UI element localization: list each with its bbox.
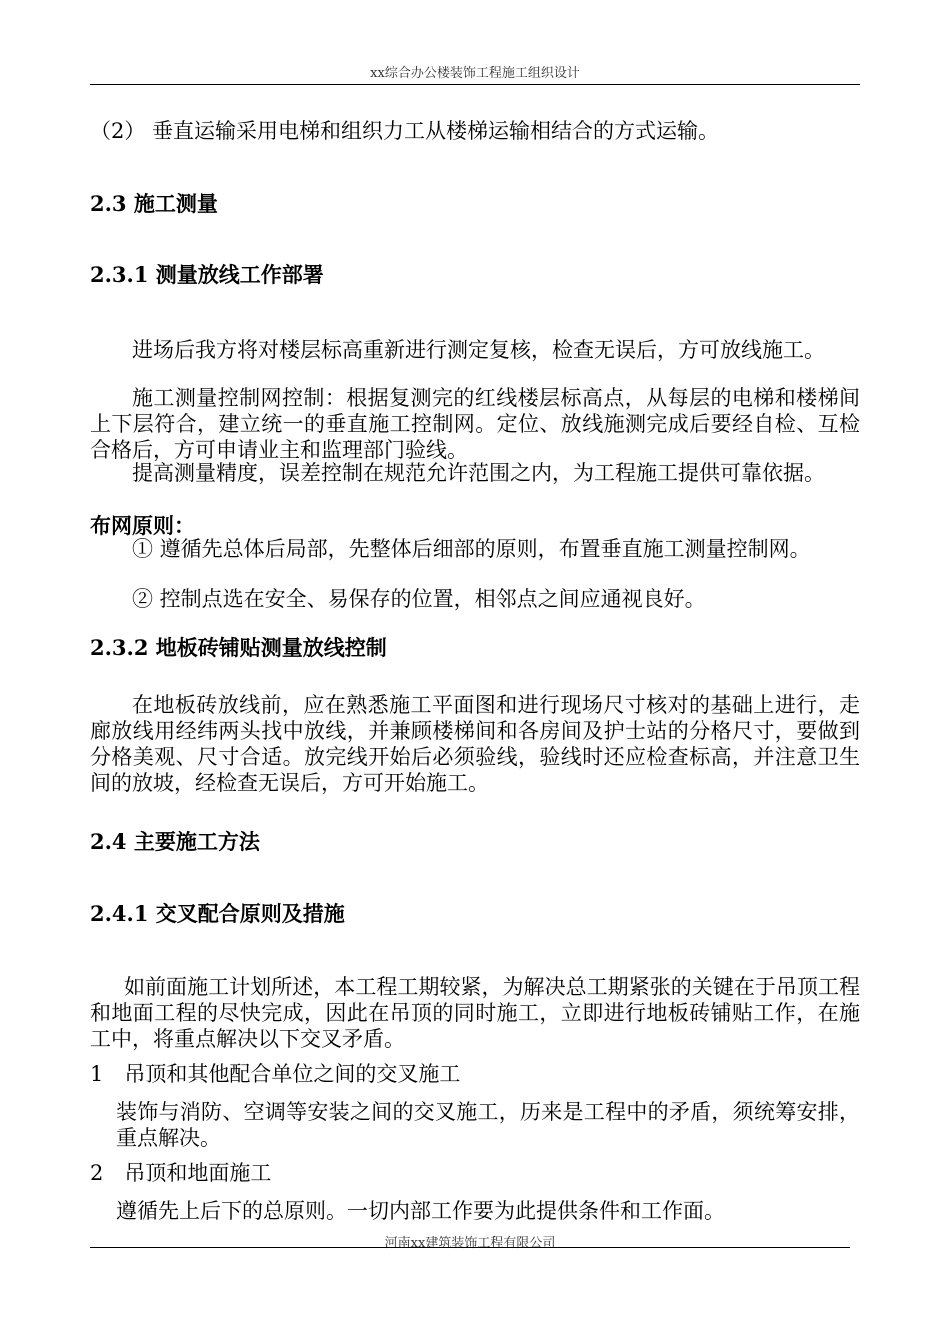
list-item-1-title: 1 吊顶和其他配合单位之间的交叉施工: [90, 1062, 461, 1086]
list-item-2-body: 遵循先上后下的总原则。一切内部工作要为此提供条件和工作面。: [116, 1199, 725, 1223]
paragraph-principle-1: ① 遵循先总体后局部，先整体后细部的原则，布置垂直施工测量控制网。: [132, 537, 811, 561]
section-heading-2-3: 2.3 施工测量: [90, 191, 218, 216]
paragraph-floor-tile: 在地板砖放线前，应在熟悉施工平面图和进行现场尺寸核对的基础上进行，走廊放线用经纬两头找中放线，并兼顾楼梯间和各房间及护士站的分格尺寸，要做到分格美观、尺寸合适。放完线开始后必须验线，验线时还应检查标高，并注意卫生间的放坡，经检查无误后，方可开始施工。: [90, 693, 860, 795]
list-item-1-body: 装饰与消防、空调等安装之间的交叉施工，历来是工程中的矛盾，须统筹安排，重点解决。: [116, 1100, 860, 1150]
section-heading-2-4: 2.4 主要施工方法: [90, 829, 260, 854]
paragraph-principle-2: ② 控制点选在安全、易保存的位置，相邻点之间应通视良好。: [132, 587, 706, 611]
paragraph-control-network: 施工测量控制网控制：根据复测完的红线楼层标高点，从每层的电梯和楼梯间上下层符合，建立统一的垂直施工控制网。定位、放线施测完成后要经自检、互检合格后，方可申请业主和监理部门验线。: [90, 386, 860, 462]
section-heading-2-4-1: 2.4.1 交叉配合原则及措施: [90, 901, 345, 926]
header-rule: [90, 84, 860, 85]
paragraph-precision: 提高测量精度，误差控制在规范允许范围之内，为工程施工提供可靠依据。: [132, 461, 825, 485]
paragraph-cross-intro: 如前面施工计划所述，本工程工期较紧，为解决总工期紧张的关键在于吊顶工程和地面工程的尽快完成，因此在吊顶的同时施工，立即进行地板砖铺贴工作，在施工中，将重点解决以下交叉矛盾。: [90, 975, 860, 1051]
page-header: xx综合办公楼装饰工程施工组织设计: [370, 66, 580, 81]
list-item-2-title: 2 吊顶和地面施工: [90, 1161, 272, 1185]
subheading-layout-principle: 布网原则：: [90, 513, 195, 538]
section-heading-2-3-1: 2.3.1 测量放线工作部署: [90, 262, 324, 287]
paragraph-entry: 进场后我方将对楼层标高重新进行测定复核，检查无误后，方可放线施工。: [132, 338, 825, 362]
page-footer: 河南xx建筑装饰工程有限公司: [384, 1236, 556, 1251]
section-heading-2-3-2: 2.3.2 地板砖铺贴测量放线控制: [90, 635, 387, 660]
paragraph-vertical-transport: （2） 垂直运输采用电梯和组织力工从楼梯运输相结合的方式运输。: [90, 119, 720, 143]
footer-rule: [90, 1247, 850, 1248]
